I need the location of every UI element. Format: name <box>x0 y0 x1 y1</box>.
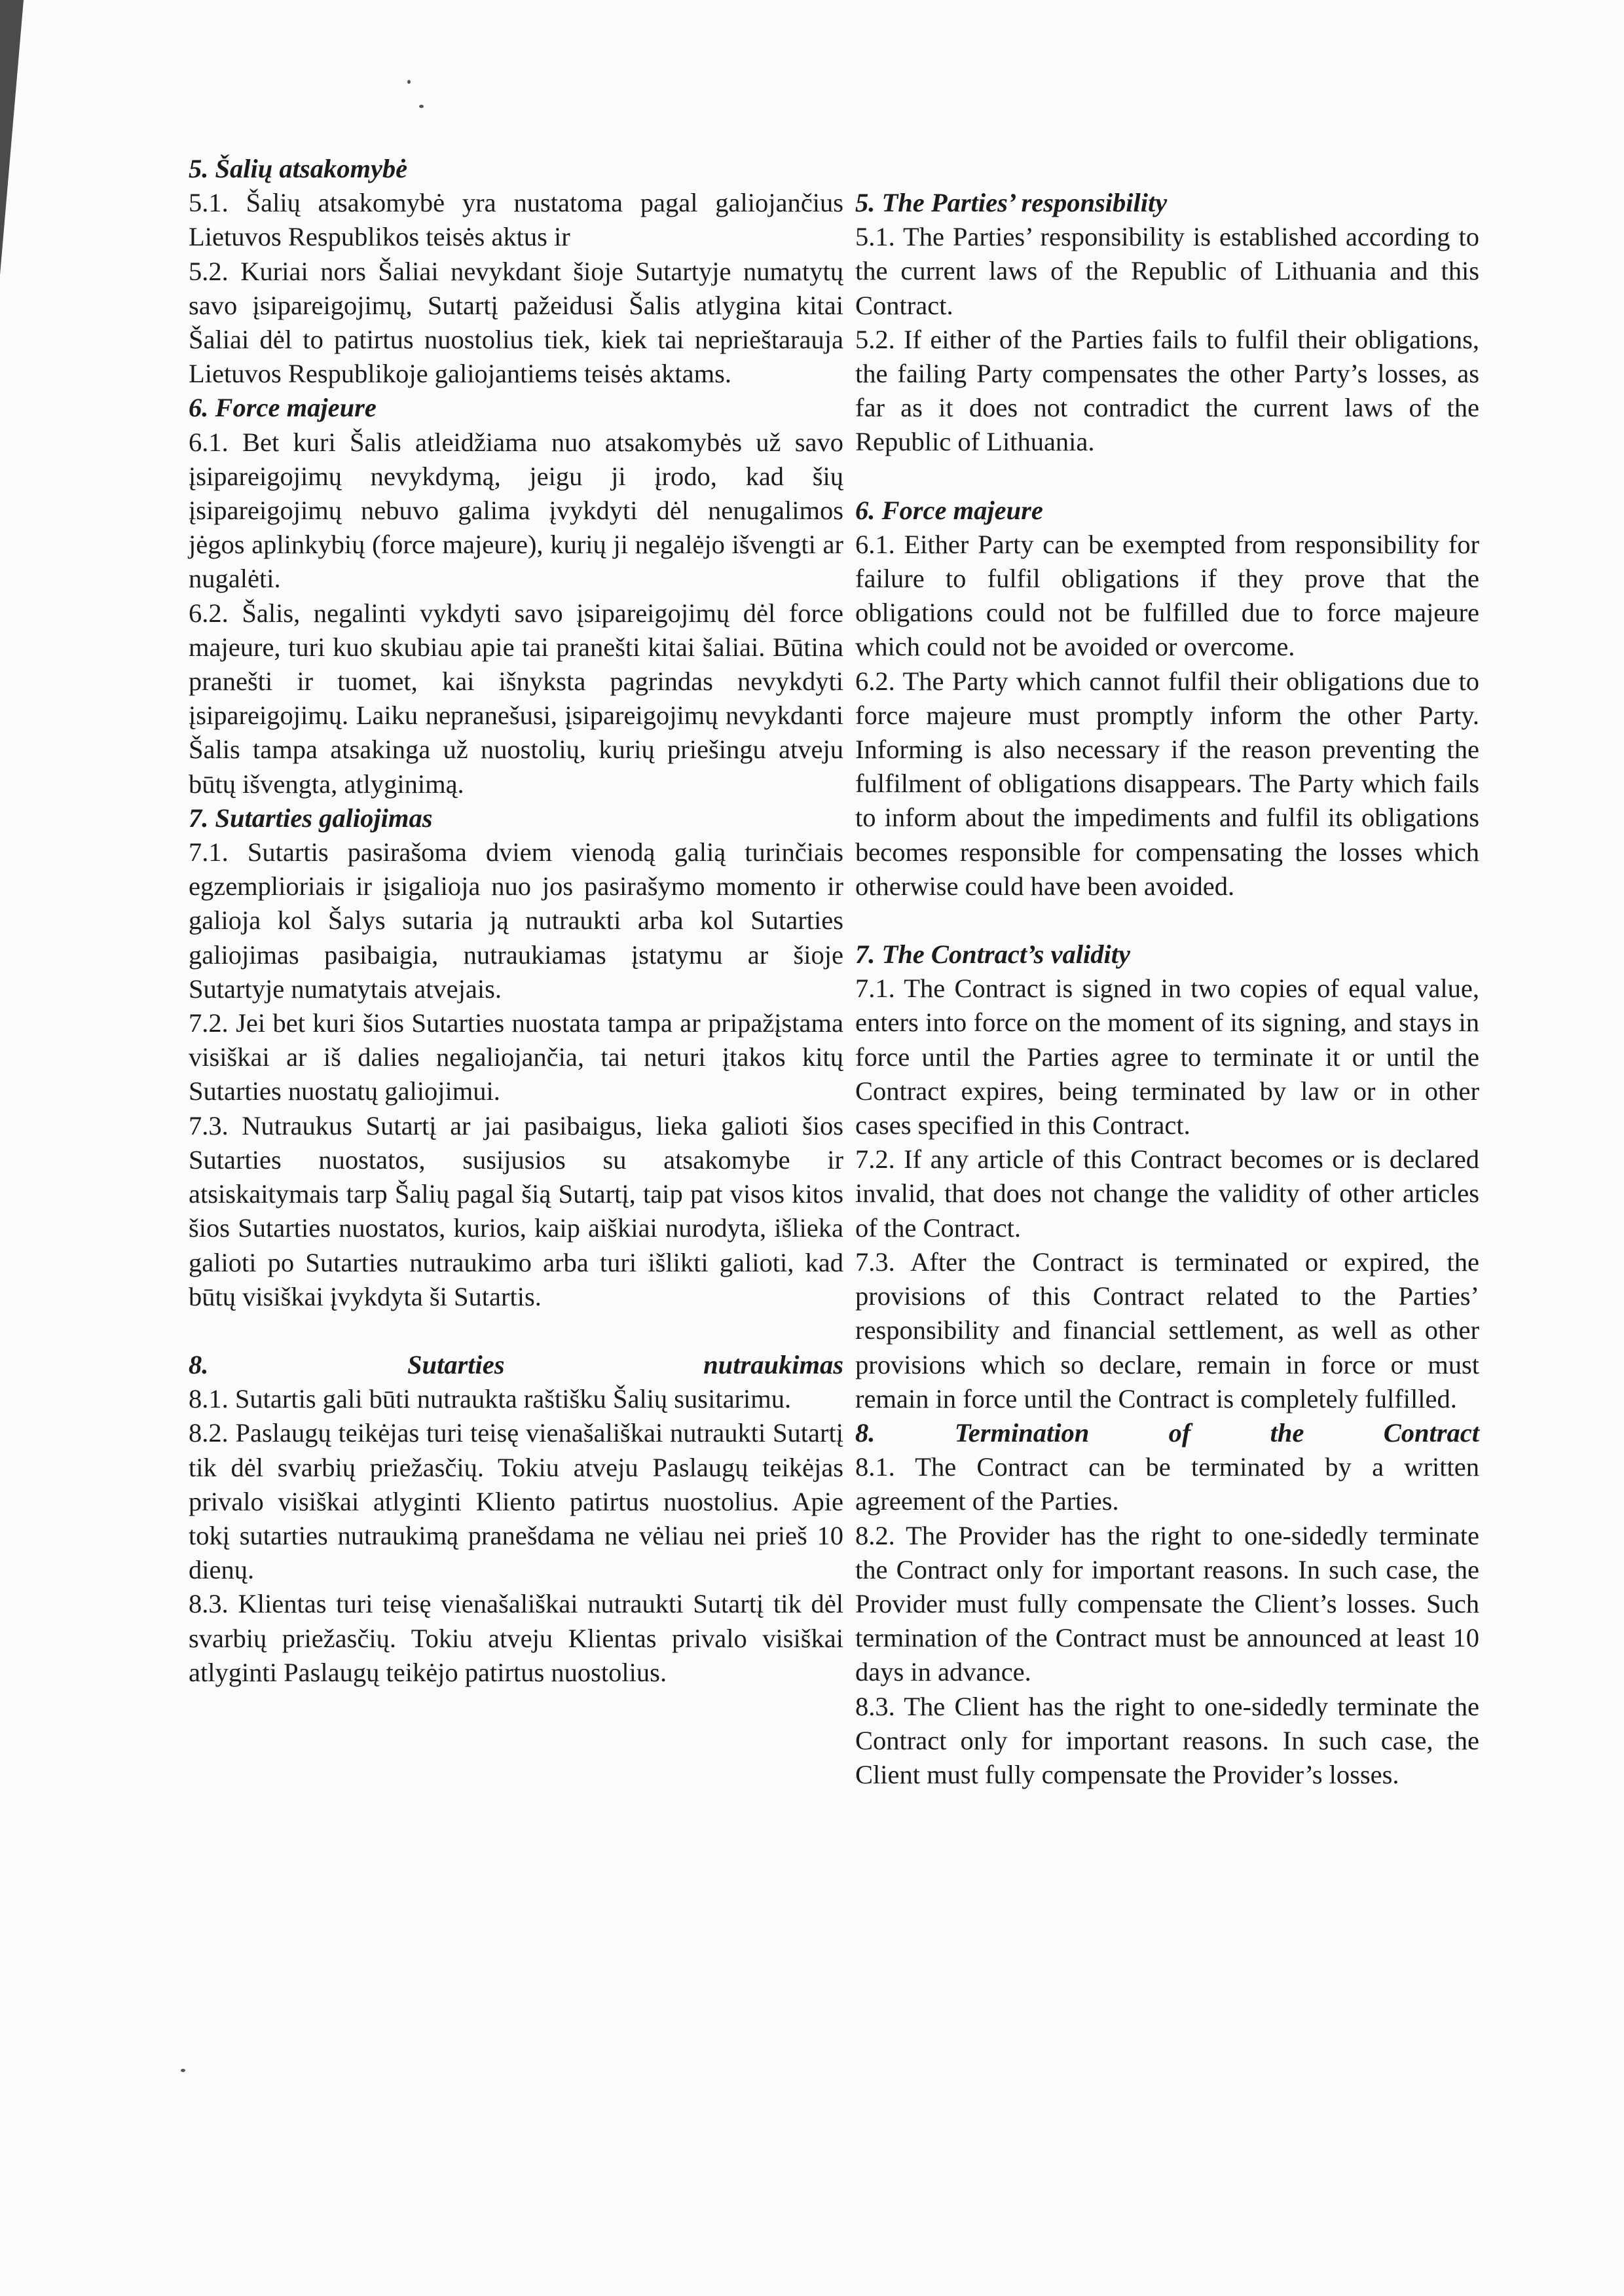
clause-6-2-lt: 6.2. Šalis, negalinti vykdyti savo įsipareigojimų dėl force majeure, turi kuo skubiau apie tai pranešti kitai šaliai. Būtina pranešti ir tuomet, kai išnyksta pagrindas nevykdyti įsipareigojimų. Laiku nepranešusi, įsipareigojimų nevykdanti Šalis tampa atsakinga už nuostolių, kurių priešingu atveju būtų išvengta, atlyginimą. <box>189 598 843 799</box>
scan-shadow-edge <box>0 0 24 275</box>
section-spacer <box>189 1314 843 1348</box>
section-8-title-wrap-lt <box>189 1348 843 1382</box>
clause-6-1-lt: 6.1. Bet kuri Šalis atleidžiama nuo atsakomybės už savo įsipareigojimų nevykdymą, jeigu ji įrodo, kad šių įsipareigojimų nebuvo galima įvykdyti dėl nenugalimos jėgos aplinkybių (force majeure), kurių ji negalėjo išvengti ar nugalėti. <box>189 427 843 594</box>
clause-6-2-en: 6.2. The Party which cannot fulfil their obligations due to force majeure must promptly inform the other Party. Informing is also necessary if the reason preventing the fulfilment of obligations disappears. The Party which fails to inform about the impediments and fulfil its obligations becomes responsible for compensating the losses which otherwise could have been avoided. <box>855 666 1479 901</box>
section-6-title-en: 6. Force majeure <box>855 495 1043 525</box>
section-6-title-lt: 6. Force majeure <box>189 393 377 423</box>
clause-6-1-en: 6.1. Either Party can be exempted from responsibility for failure to fulfil obligations if they prove that the obligations could not be fulfilled due to force majeure which could not be avoided or overcome. <box>855 529 1479 662</box>
section-spacer <box>855 903 1479 938</box>
clause-5-2-lt: 5.2. Kuriai nors Šaliai nevykdant šioje Sutartyje numatytų savo įsipareigojimų, Sutartį pažeidusi Šalis atlygina kitai Šaliai dėl to patirtus nuostolius tiek, kiek tai neprieštarauja Lietuvos Respublikoje galiojantiems teisės aktams. <box>189 256 843 389</box>
clause-5-1-en: 5.1. The Parties’ responsibility is established according to the current laws of the Republic of Lithuania and this Contract. <box>855 222 1479 320</box>
scan-speck <box>419 105 424 108</box>
scan-speck <box>181 2069 185 2072</box>
clause-7-1-lt: 7.1. Sutartis pasirašoma dviem vienodą galią turinčiais egzemplioriais ir įsigalioja nuo jos pasirašymo momento ir galioja kol Šalys sutaria ją nutraukti arba kol Sutarties galiojimas pasibaigia, nutraukiamas įstatymu ar šioje Sutartyje numatytais atvejais. <box>189 837 843 1004</box>
clause-7-1-en: 7.1. The Contract is signed in two copies of equal value, enters into force on the moment of its signing, and stays in force until the Parties agree to terminate it or until the Contract expires, being terminated by law or in other cases specified in this Contract. <box>855 974 1479 1140</box>
clause-7-2-lt: 7.2. Jei bet kuri šios Sutarties nuostata tampa ar pripažįstama visiškai ar iš dalies negaliojančia, tai neturi įtakos kitų Sutarties nuostatų galiojimui. <box>189 1008 843 1106</box>
lithuanian-column <box>189 152 843 1690</box>
section-7-title-en: 7. The Contract’s validity <box>855 939 1130 970</box>
clause-7-2-en: 7.2. If any article of this Contract becomes or is declared invalid, that does not change the validity of other articles of the Contract. <box>855 1144 1479 1243</box>
clause-8-2-en: 8.2. The Provider has the right to one-sidedly terminate the Contract only for important reasons. In such case, the Provider must fully compensate the Client’s losses. Such termination of the Contract must be announced at least 10 days in advance. <box>855 1520 1479 1687</box>
clause-8-1-en: 8.1. The Contract can be terminated by a written agreement of the Parties. <box>855 1452 1479 1516</box>
section-5-title-en: 5. The Parties’ responsibility <box>855 188 1168 217</box>
clause-7-3-en: 7.3. After the Contract is terminated or expired, the provisions of this Contract related to the Parties’ responsibility and financial settlement, as well as other provisions which so declare, remain in force or must remain in force until the Contract is completely fulfilled. <box>855 1247 1479 1413</box>
clause-8-1-lt: 8.1. Sutartis gali būti nutraukta raštišku Šalių susitarimu. <box>189 1384 792 1414</box>
clause-8-3-en: 8.3. The Client has the right to one-sidedly terminate the Contract only for important reasons. In such case, the Client must fully compensate the Provider’s losses. <box>855 1691 1479 1789</box>
section-8-title-lt: 8. Sutarties nutraukimas <box>189 1349 843 1379</box>
scan-speck <box>407 80 411 84</box>
clause-5-2-en: 5.2. If either of the Parties fails to fulfil their obligations, the failing Party compensates the other Party’s losses, as far as it does not contradict the current laws of the Republic of Lithuania. <box>855 324 1479 457</box>
english-column <box>855 186 1479 1792</box>
clause-5-1-lt: 5.1. Šalių atsakomybė yra nustatoma pagal galiojančius Lietuvos Respublikos teisės aktus ir <box>189 188 843 252</box>
section-7-title-lt: 7. Sutarties galiojimas <box>189 803 433 833</box>
clause-8-2-lt: 8.2. Paslaugų teikėjas turi teisę vienašališkai nutraukti Sutartį tik dėl svarbių priežasčių. Tokiu atveju Paslaugų teikėjas privalo visiškai atlyginti Kliento patirtus nuostolius. Apie tokį sutarties nutraukimą pranešdama ne vėliau nei prieš 10 dienų. <box>189 1418 843 1585</box>
clause-8-3-lt: 8.3. Klientas turi teisę vienašališkai nutraukti Sutartį tik dėl svarbių priežasčių. Tokiu atveju Klientas privalo visiškai atlyginti Paslaugų teikėjo patirtus nuostolius. <box>189 1589 843 1687</box>
section-8-title-wrap-en <box>855 1416 1479 1450</box>
section-spacer <box>855 460 1479 494</box>
clause-7-3-lt: 7.3. Nutraukus Sutartį ar jai pasibaigus, lieka galioti šios Sutarties nuostatos, susijusios su atsakomybe ir atsiskaitymais tarp Šalių pagal šią Sutartį, taip pat visos kitos šios Sutarties nuostatos, kurios, kaip aiškiai nurodyta, išlieka galioti po Sutarties nutraukimo arba turi išlikti galioti, kad būtų visiškai įvykdyta ši Sutartis. <box>189 1110 843 1311</box>
section-5-title-lt: 5. Šalių atsakomybė <box>189 154 408 183</box>
section-8-title-en: 8. Termination of the Contract <box>855 1417 1479 1448</box>
